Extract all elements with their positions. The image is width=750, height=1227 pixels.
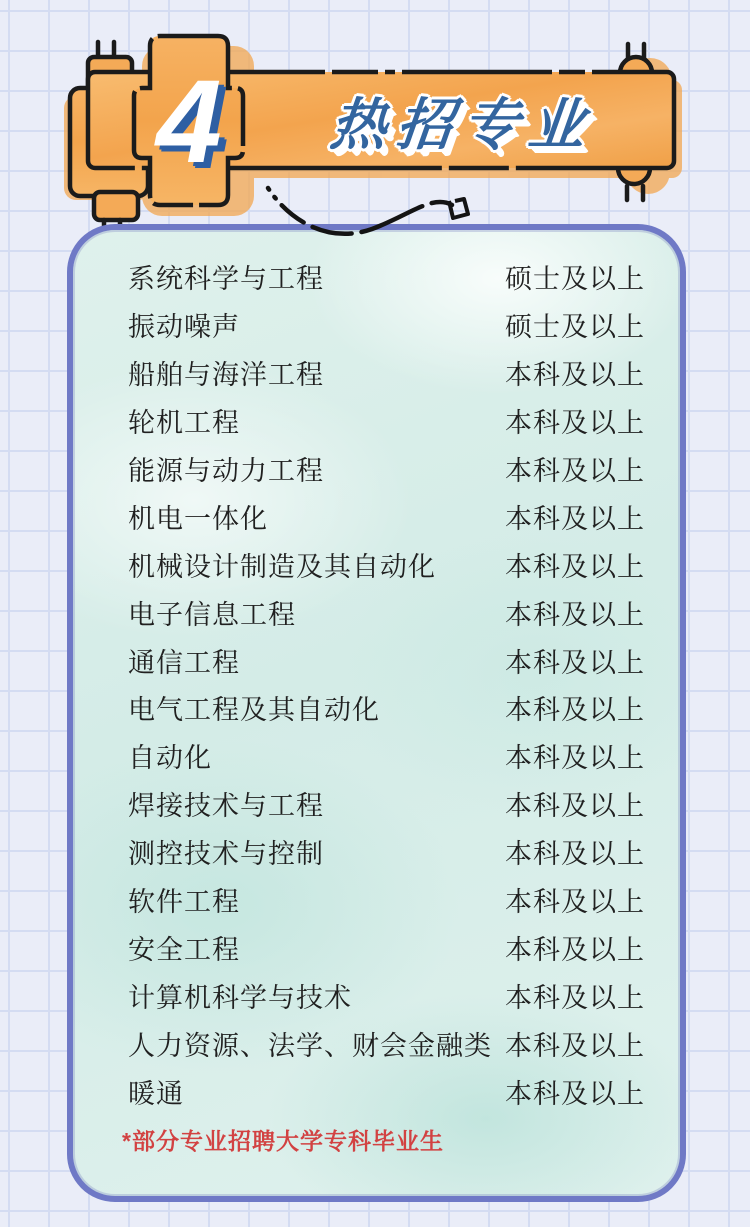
table-row bbox=[73, 876, 680, 924]
major-name: 系统科学与工程 bbox=[128, 264, 324, 295]
table-row bbox=[73, 349, 680, 397]
majors-card bbox=[67, 224, 686, 1202]
major-name: 能源与动力工程 bbox=[128, 456, 324, 486]
education-requirement: 硕士及以上 bbox=[505, 312, 645, 343]
major-name: 测控技术与控制 bbox=[128, 839, 324, 870]
education-requirement: 本科及以上 bbox=[505, 1078, 645, 1109]
section-title: 热招专业 bbox=[327, 93, 598, 156]
table-row bbox=[73, 732, 680, 780]
majors-table bbox=[73, 253, 680, 1115]
education-requirement: 本科及以上 bbox=[505, 456, 645, 486]
education-requirement: 本科及以上 bbox=[505, 408, 645, 439]
major-name: 安全工程 bbox=[128, 934, 240, 965]
major-name: 电子信息工程 bbox=[128, 599, 296, 630]
table-row bbox=[73, 1067, 680, 1115]
major-name: 船舶与海洋工程 bbox=[128, 360, 324, 391]
education-requirement: 本科及以上 bbox=[505, 982, 645, 1013]
table-row bbox=[73, 636, 680, 684]
table-row bbox=[73, 588, 680, 636]
major-name: 人力资源、法学、财会金融类 bbox=[128, 1030, 492, 1061]
education-requirement: 本科及以上 bbox=[505, 887, 645, 918]
major-name: 振动噪声 bbox=[128, 312, 240, 343]
major-name: 通信工程 bbox=[128, 647, 240, 678]
table-row bbox=[73, 253, 680, 301]
major-name: 软件工程 bbox=[128, 887, 240, 918]
footnote: *部分专业招聘大学专科毕业生 bbox=[122, 1128, 444, 1155]
table-row bbox=[73, 492, 680, 540]
education-requirement: 本科及以上 bbox=[505, 839, 645, 870]
table-row bbox=[73, 397, 680, 445]
major-name: 机电一体化 bbox=[128, 503, 268, 534]
table-row bbox=[73, 684, 680, 732]
education-requirement: 本科及以上 bbox=[505, 1030, 645, 1061]
section-banner bbox=[0, 0, 750, 245]
table-row bbox=[73, 923, 680, 971]
education-requirement: 本科及以上 bbox=[505, 360, 645, 391]
major-name: 计算机科学与技术 bbox=[128, 982, 352, 1013]
education-requirement: 硕士及以上 bbox=[505, 264, 645, 295]
education-requirement: 本科及以上 bbox=[505, 934, 645, 965]
section-number: 4 bbox=[156, 56, 222, 188]
education-requirement: 本科及以上 bbox=[505, 599, 645, 630]
education-requirement: 本科及以上 bbox=[505, 791, 645, 822]
major-name: 暖通 bbox=[128, 1078, 184, 1109]
table-row bbox=[73, 780, 680, 828]
table-row bbox=[73, 540, 680, 588]
education-requirement: 本科及以上 bbox=[505, 743, 645, 774]
education-requirement: 本科及以上 bbox=[505, 503, 645, 534]
table-row bbox=[73, 828, 680, 876]
education-requirement: 本科及以上 bbox=[505, 695, 645, 726]
major-name: 机械设计制造及其自动化 bbox=[128, 551, 436, 582]
table-row bbox=[73, 445, 680, 493]
table-row bbox=[73, 301, 680, 349]
table-row bbox=[73, 1019, 680, 1067]
major-name: 电气工程及其自动化 bbox=[128, 695, 380, 726]
education-requirement: 本科及以上 bbox=[505, 551, 645, 582]
education-requirement: 本科及以上 bbox=[505, 647, 645, 678]
major-name: 自动化 bbox=[128, 743, 212, 774]
major-name: 焊接技术与工程 bbox=[128, 791, 324, 822]
table-row bbox=[73, 971, 680, 1019]
major-name: 轮机工程 bbox=[128, 408, 240, 439]
